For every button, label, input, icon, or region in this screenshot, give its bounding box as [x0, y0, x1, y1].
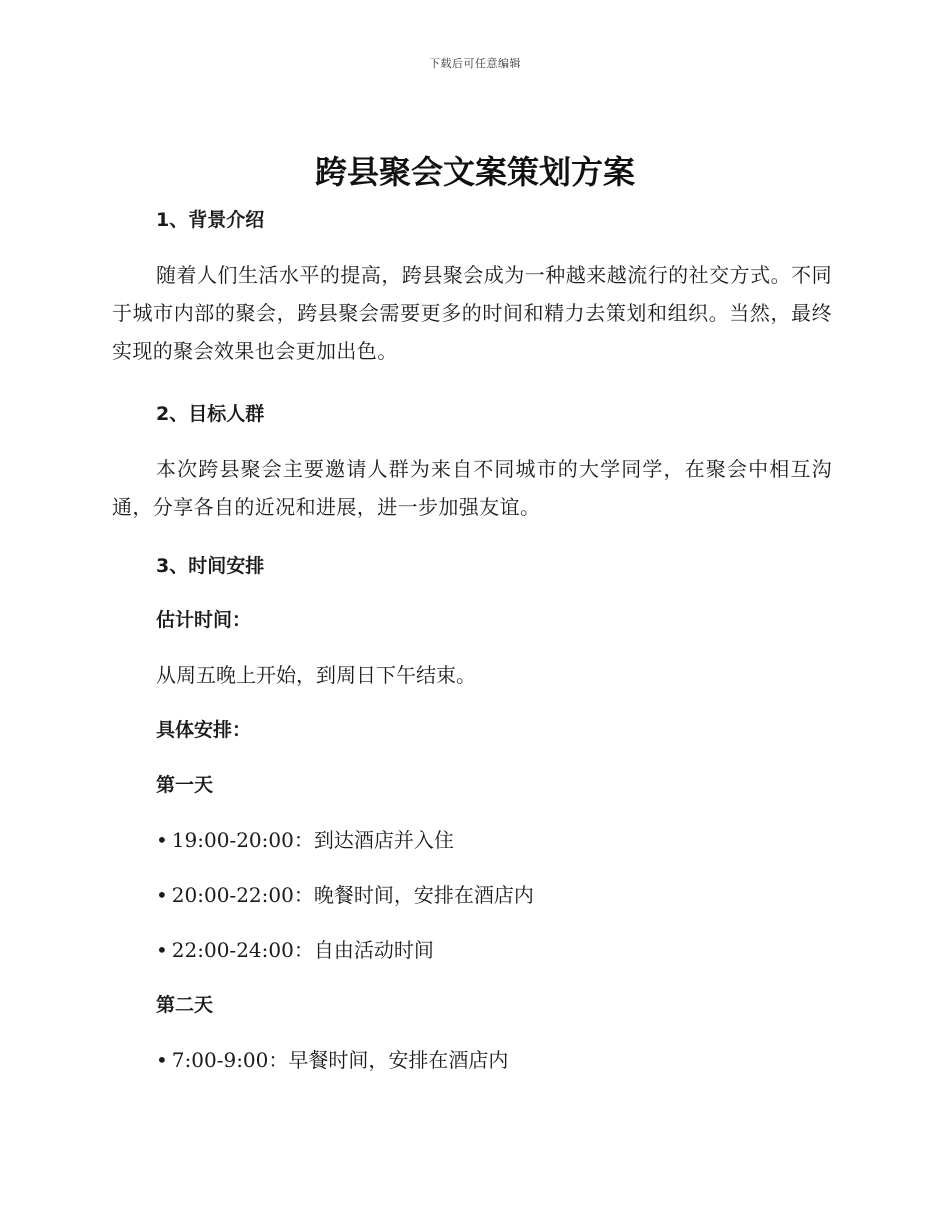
section-text-background: 随着人们生活水平的提高，跨县聚会成为一种越来越流行的社交方式。不同于城市内部的聚会，跨县聚会需要更多的时间和精力去策划和组织。当然，最终实现的聚会效果也会更加出色。	[112, 263, 832, 363]
bullet-icon: •	[156, 828, 168, 852]
schedule-item	[112, 824, 876, 856]
item-desc: 早餐时间，安排在酒店内	[288, 1048, 509, 1072]
schedule-item	[112, 934, 876, 966]
day1-label: 第一天	[156, 774, 214, 796]
day2-label: 第二天	[156, 994, 214, 1016]
bullet-icon: •	[156, 1048, 168, 1072]
item-desc: 到达酒店并入住	[313, 828, 454, 852]
bullet-icon: •	[156, 883, 168, 907]
section-text-audience: 本次跨县聚会主要邀请人群为来自不同城市的大学同学，在聚会中相互沟通，分享各自的近况和进展，进一步加强友谊。	[112, 457, 832, 519]
detail-label: 具体安排：	[156, 719, 252, 741]
item-time: 19:00-20:00：	[171, 828, 314, 852]
section-heading-background: 1、背景介绍	[156, 209, 265, 231]
document-title: 跨县聚会文案策划方案	[314, 153, 635, 191]
schedule-item	[112, 879, 876, 911]
item-time: 22:00-24:00：	[171, 938, 314, 962]
item-desc: 自由活动时间	[313, 938, 434, 962]
schedule-item	[112, 1044, 876, 1076]
bullet-icon: •	[156, 938, 168, 962]
header-note: 下载后可任意编辑	[429, 57, 521, 70]
item-time: 20:00-22:00：	[171, 883, 314, 907]
item-time: 7:00-9:00：	[171, 1048, 289, 1072]
estimate-label: 估计时间：	[156, 609, 252, 631]
estimate-text: 从周五晚上开始，到周日下午结束。	[156, 663, 476, 687]
section-heading-audience: 2、目标人群	[156, 403, 265, 425]
section-heading-schedule: 3、时间安排	[156, 555, 265, 577]
item-desc: 晚餐时间，安排在酒店内	[313, 883, 534, 907]
